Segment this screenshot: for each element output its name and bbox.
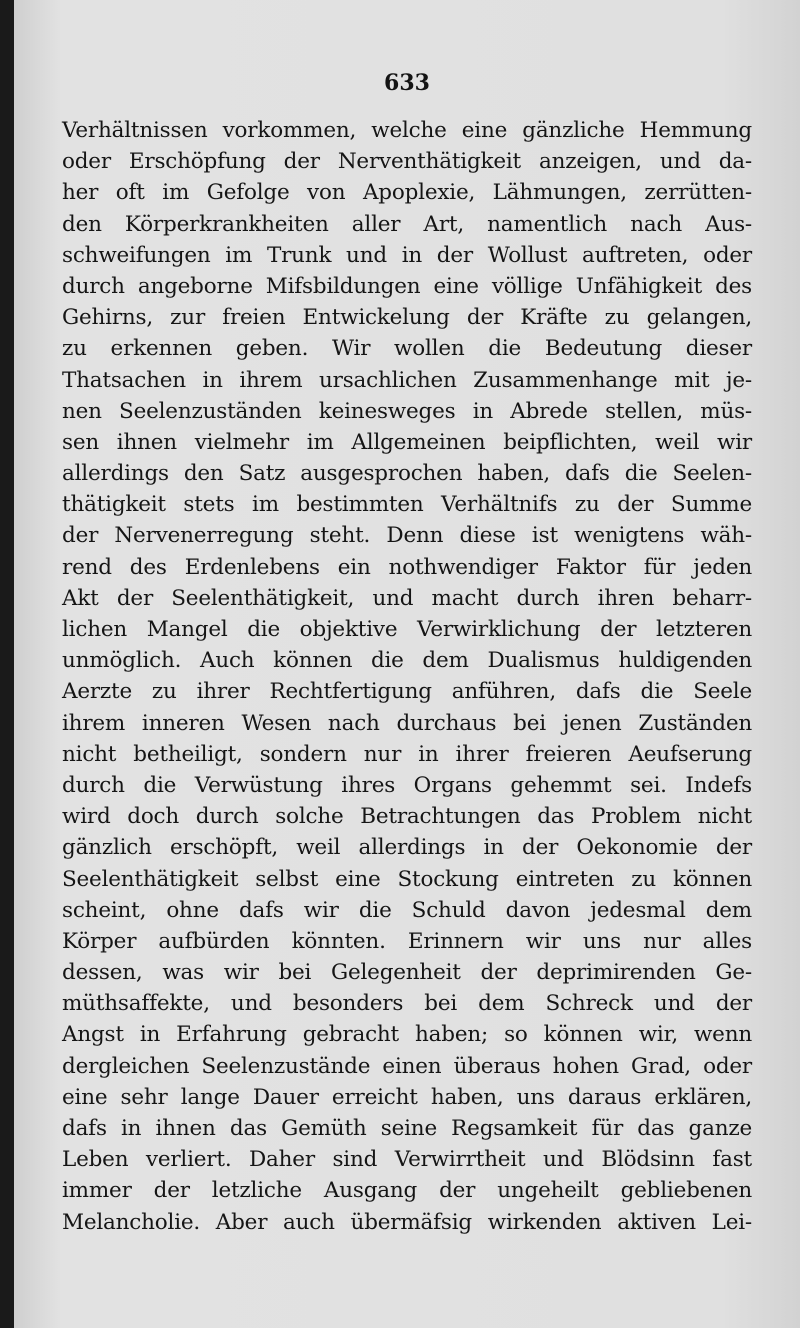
text-line: nicht betheiligt, sondern nur in ihrer freieren Aeufserung [62, 741, 752, 767]
page-number: 633 [384, 70, 430, 96]
text-line: eine sehr lange Dauer erreicht haben, uns daraus erklären, [62, 1084, 752, 1110]
text-line: dergleichen Seelenzustände einen überaus hohen Grad, oder [62, 1053, 752, 1079]
text-line: Leben verliert. Daher sind Verwirrtheit und Blödsinn fast [62, 1147, 752, 1173]
text-line: Körper aufbürden könnten. Erinnern wir uns nur alles [62, 928, 752, 954]
text-line: Gehirns, zur freien Entwickelung der Kräfte zu gelangen, [62, 305, 752, 331]
text-line: dafs in ihnen das Gemüth seine Regsamkeit für das ganze [62, 1116, 752, 1141]
book-page [14, 0, 800, 1328]
text-line: Melancholie. Aber auch übermäfsig wirkenden aktiven Lei- [62, 1209, 752, 1235]
text-line: dessen, was wir bei Gelegenheit der deprimirenden Ge- [62, 960, 752, 986]
text-line: den Körperkrankheiten aller Art, namentlich nach Aus- [62, 211, 752, 237]
text-line: her oft im Gefolge von Apoplexie, Lähmungen, zerrütten- [62, 180, 752, 206]
text-line: Seelenthätigkeit selbst eine Stockung eintreten zu können [62, 866, 752, 892]
text-line: Aerzte zu ihrer Rechtfertigung anführen, dafs die Seele [62, 679, 752, 705]
text-line: gänzlich erschöpft, weil allerdings in der Oekonomie der [62, 835, 752, 861]
text-line: müthsaffekte, und besonders bei dem Schreck und der [62, 991, 752, 1017]
text-line: wird doch durch solche Betrachtungen das Problem nicht [62, 804, 752, 830]
text-line: oder Erschöpfung der Nerventhätigkeit anzeigen, und da- [62, 149, 752, 175]
text-line: Angst in Erfahrung gebracht haben; so können wir, wenn [62, 1022, 752, 1048]
text-line: unmöglich. Auch können die dem Dualismus huldigenden [62, 648, 752, 674]
text-line: schweifungen im Trunk und in der Wollust auftreten, oder [62, 242, 752, 268]
text-line: zu erkennen geben. Wir wollen die Bedeutung dieser [62, 336, 752, 362]
text-line: durch angeborne Mifsbildungen eine völlige Unfähigkeit des [62, 273, 752, 299]
text-line: Verhältnissen vorkommen, welche eine gänzliche Hemmung [62, 118, 752, 143]
text-line: der Nervenerregung steht. Denn diese ist wenigtens wäh- [62, 523, 752, 549]
text-line: rend des Erdenlebens ein nothwendiger Faktor für jeden [62, 554, 752, 580]
text-line: durch die Verwüstung ihres Organs gehemmt sei. Indefs [62, 772, 752, 798]
text-line: immer der letzliche Ausgang der ungeheilt gebliebenen [62, 1178, 752, 1204]
text-line: sen ihnen vielmehr im Allgemeinen beipflichten, weil wir [62, 429, 752, 455]
text-line: thätigkeit stets im bestimmten Verhältnifs zu der Summe [62, 492, 752, 518]
text-line: lichen Mangel die objektive Verwirklichung der letzteren [62, 617, 752, 642]
body-text [62, 115, 752, 1238]
text-line: allerdings den Satz ausgesprochen haben, dafs die Seelen- [62, 461, 752, 487]
text-line: Thatsachen in ihrem ursachlichen Zusammenhange mit je- [62, 367, 752, 393]
text-line: ihrem inneren Wesen nach durchaus bei jenen Zuständen [62, 710, 752, 736]
text-line: nen Seelenzuständen keinesweges in Abrede stellen, müs- [62, 398, 752, 424]
text-line: scheint, ohne dafs wir die Schuld davon jedesmal dem [62, 897, 752, 923]
text-line: Akt der Seelenthätigkeit, und macht durch ihren beharr- [62, 585, 752, 611]
